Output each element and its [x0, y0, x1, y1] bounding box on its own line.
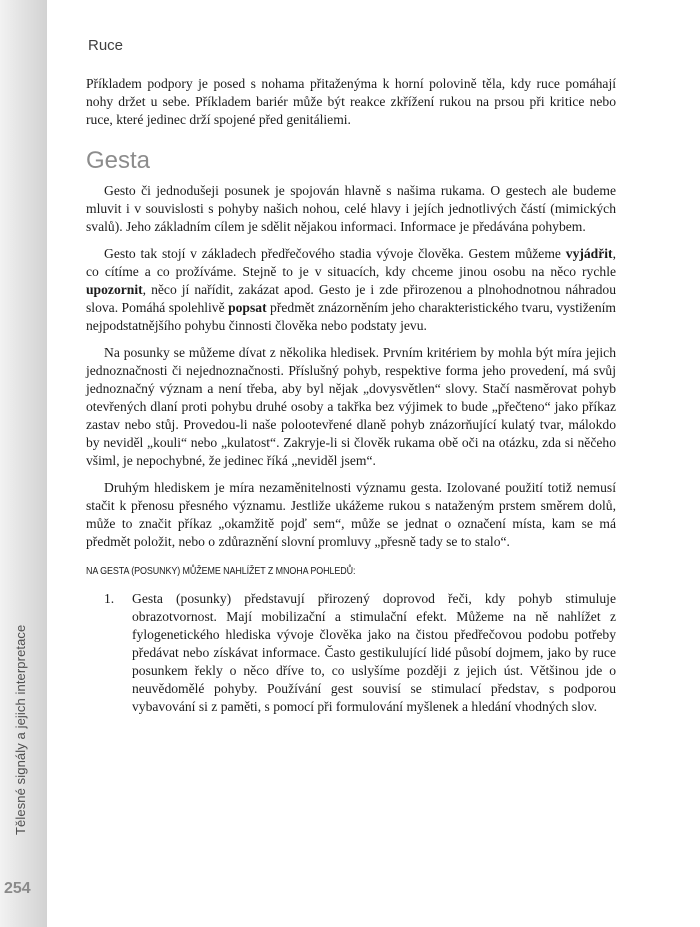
- list-subheading: NA GESTA (POSUNKY) MŮŽEME NAHLÍŽET Z MNOHA POHLEDŮ:: [86, 566, 356, 577]
- emphasis-describe: popsat: [228, 300, 267, 315]
- emphasis-alert: upozornit: [86, 282, 143, 297]
- intro-paragraph: Příkladem podpory je posed s nohama přitaženýma k horní polovině těla, kdy ruce pomáhají nohy držet u sebe. Příkladem bariér může být reakce zkřížení rukou na prsou při kritice nebo ruce, které jedinec drží spojené před genitáliemi.: [86, 76, 616, 127]
- running-head: Ruce: [88, 37, 124, 54]
- paragraph-unambiguity: Na posunky se můžeme dívat z několika hledisek. Prvním kritériem by mohla být míra jejich jednoznačnosti či nejednoznačnosti. Příslušný pohyb, respektive forma jeho provedení, má svůj jednoznačný význam a není třeba, aby byl nějak „dovysvětlen“ slovy. Stačí nasměrovat pohyb otevřených dlaní proti pohybu druhé osoby a takřka bez výjimek to bude „přečteno“ jako příkaz zastav nebo stůj. Provedou-li naše polootevřené dlaně pohyb znázorňující kulatý tvar, málokdo by neviděl „kouli“ nebo „kulatost“. Zakryje-li si člověk rukama obě oči na otázku, zda si něčeho všiml, je nepochybné, že jedinec říká „neviděl jsem“.: [86, 345, 616, 468]
- emphasis-express: vyjádřit: [565, 246, 613, 261]
- section-heading: Gesta: [86, 147, 151, 174]
- paragraph-gesture-foundations: [86, 245, 616, 335]
- numbered-list: [86, 590, 616, 716]
- page-body: [86, 75, 616, 716]
- list-item: [86, 590, 616, 716]
- paragraph-text: , něco jí nařídit, zakázat apod. Gesto je i zde přirozenou a plnohodnotnou náhradou slova. Pomáhá spolehlivě: [86, 282, 616, 315]
- paragraph-text: předmět znázorněním jeho charakteristického tvaru, vystižením nejpodstatnějšího pohybu činnosti člověka nebo podstaty jevu.: [86, 300, 616, 333]
- book-title-vertical: Tělesné signály a jejich interpretace: [13, 624, 28, 835]
- paragraph-text: , co cítíme a co prožíváme. Stejně to je v situacích, kdy chceme jinou osobu na něco rychle: [86, 246, 616, 279]
- list-item-text: Gesta (posunky) představují přirozený doprovod řeči, kdy pohyb stimuluje obrazotvornost. Mají mobilizační a stimulační efekt. Můžeme na ně nahlížet z fylogenetického hlediska vývoje člověka jako na čistou předřečovou podobu potřeby předávat nebo získávat informace. Často gestikulující lidé působí dojmem, jako by ruce posunkem řekly o něco dříve to, co uslyšíme později z jejich úst. Většinou jde o neuvědomělé pohyby. Používání gest souvisí se stimulací představ, s podporou vybavování si z paměti, s pomocí při formulování myšlenek a hledání vhodných slov.: [132, 591, 616, 714]
- paragraph-interchangeability: Druhým hlediskem je míra nezaměnitelnosti významu gesta. Izolované použití totiž nemusí stačit k přenosu přesného významu. Jestliže ukážeme rukou s nataženým prstem směrem dolů, může to značit příkaz „okamžitě pojď sem“, může se jednat o označení místa, kam se má předmět položit, nebo o zdůraznění slovní promluvy „přesně tady se to stalo“.: [86, 480, 616, 549]
- paragraph-text: Gesto tak stojí v základech předřečového stadia vývoje člověka. Gestem můžeme: [104, 246, 566, 261]
- list-item-number: 1.: [104, 591, 115, 606]
- page-number: 254: [4, 880, 31, 897]
- paragraph-gesture-definition: Gesto či jednodušeji posunek je spojován hlavně s našima rukama. O gestech ale budeme mluvit i v souvislosti s pohyby našich nohou, celé hlavy i jejích jednotlivých částí (mimických svalů). Jeho základním cílem je sdělit nějakou informaci. Informace je předávána pohybem.: [86, 183, 616, 234]
